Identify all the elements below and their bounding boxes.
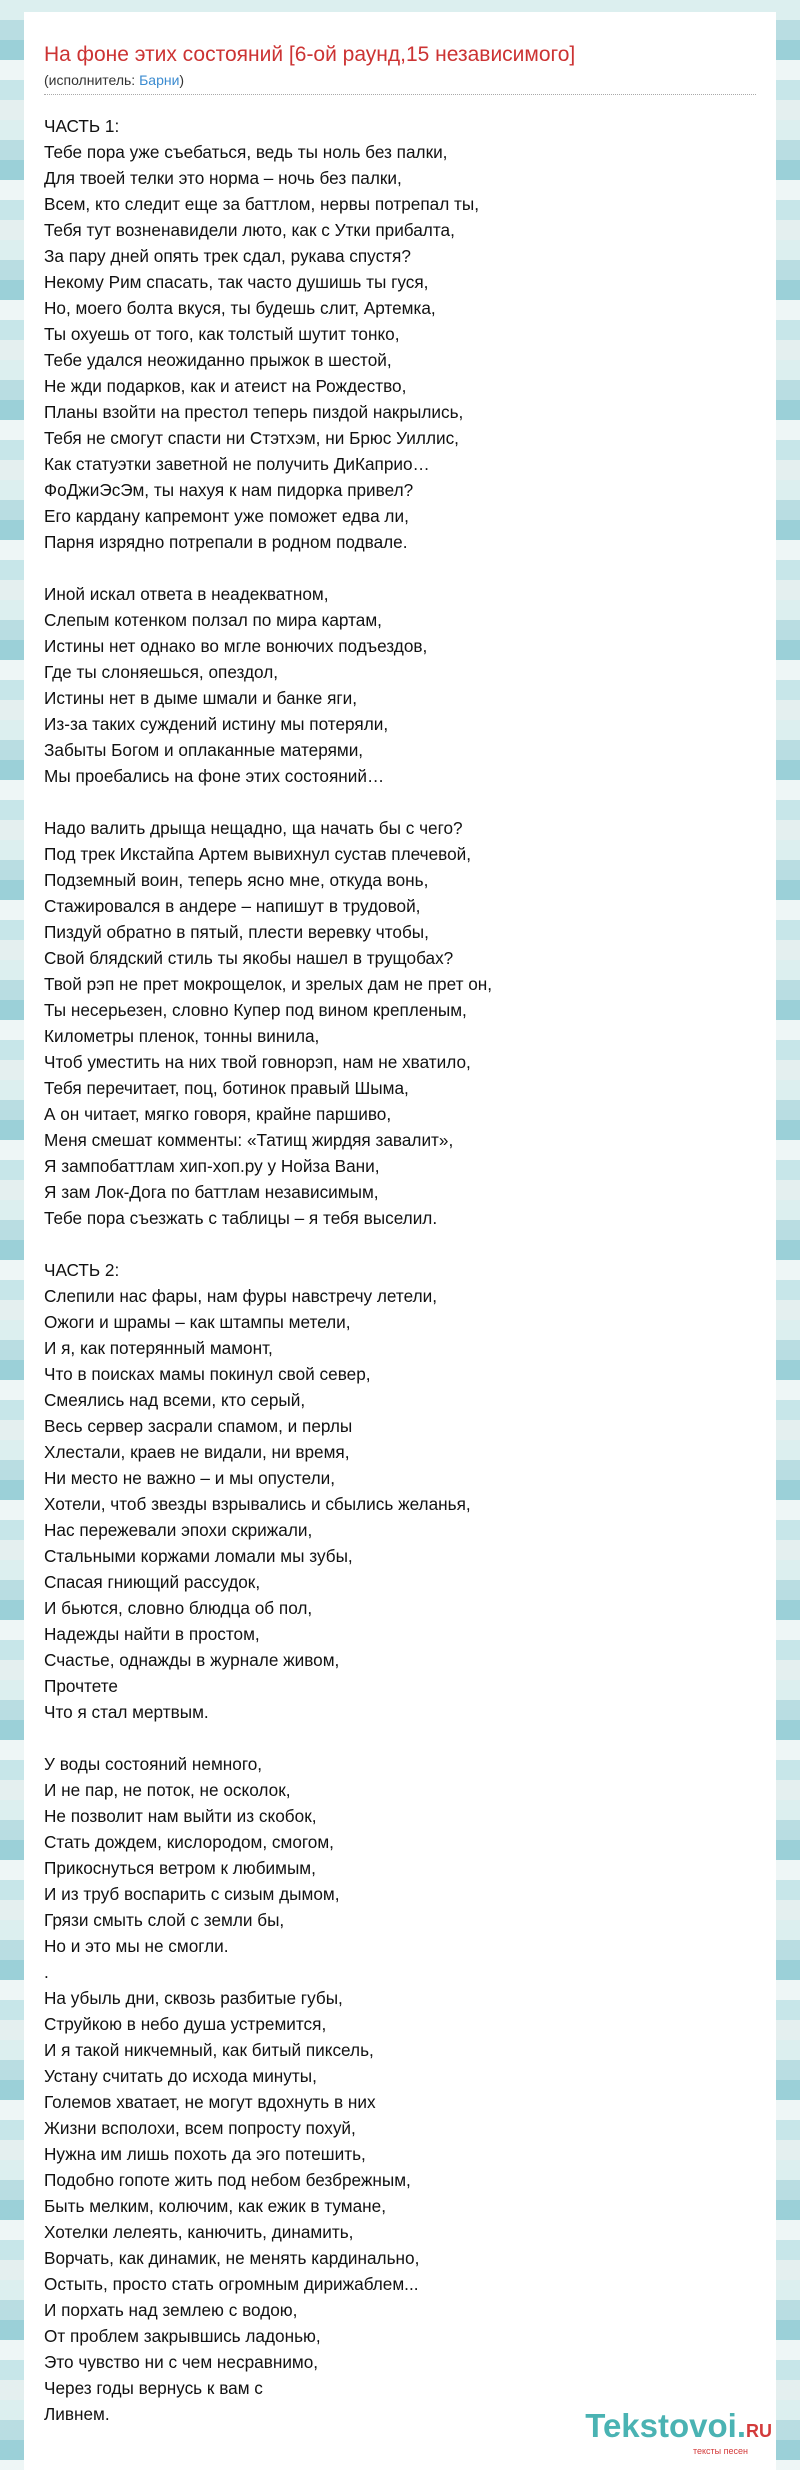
lyric-line: Хотелки лелеять, канючить, динамить,: [44, 2222, 354, 2242]
performer-prefix: (исполнитель:: [44, 72, 140, 88]
lyric-line: Планы взойти на престол теперь пиздой накрылись,: [44, 402, 464, 422]
lyric-line: Ворчать, как динамик, не менять кардинально,: [44, 2248, 420, 2268]
lyric-line: Через годы вернусь к вам с: [44, 2378, 263, 2398]
lyric-line: Меня смешат комменты: «Татищ жирдяя завалит»,: [44, 1130, 454, 1150]
lyric-line: Где ты слоняешься, опездол,: [44, 662, 279, 682]
lyric-line: ЧАСТЬ 1:: [44, 116, 120, 136]
lyric-line: Тебя перечитает, поц, ботинок правый Шыма,: [44, 1078, 409, 1098]
lyric-line: За пару дней опять трек сдал, рукава спустя?: [44, 246, 411, 266]
lyric-line: .: [44, 1962, 49, 1982]
logo-wordmark: [585, 2409, 772, 2448]
stanza-break: [44, 1725, 756, 1751]
lyric-line: Подземный воин, теперь ясно мне, откуда вонь,: [44, 870, 429, 890]
lyric-line: Подобно гопоте жить под небом безбрежным,: [44, 2170, 411, 2190]
lyric-line: Слепым котенком ползал по мира картам,: [44, 610, 382, 630]
lyric-line: Ты охуешь от того, как толстый шутит тонко,: [44, 324, 400, 344]
lyric-line: Парня изрядно потрепали в родном подвале.: [44, 532, 408, 552]
lyric-line: Некому Рим спасать, так часто душишь ты гуся,: [44, 272, 429, 292]
lyric-line: Твой рэп не прет мокрощелок, и зрелых дам не прет он,: [44, 974, 493, 994]
lyric-line: Что я стал мертвым.: [44, 1702, 209, 1722]
stanza-break: [44, 1231, 756, 1257]
lyric-line: Тебя не смогут спасти ни Стэтхэм, ни Брюс Уиллис,: [44, 428, 459, 448]
performer-line: [44, 72, 756, 95]
lyric-line: Забыты Богом и оплаканные матерями,: [44, 740, 364, 760]
lyric-line: Слепили нас фары, нам фуры навстречу летели,: [44, 1286, 437, 1306]
lyric-line: Чтоб уместить на них твой говнорэп, нам не хватило,: [44, 1052, 471, 1072]
lyric-line: У воды состояний немного,: [44, 1754, 263, 1774]
logo-ru: RU: [746, 2421, 772, 2441]
logo-main-text: Tekstovoi: [585, 2407, 737, 2444]
lyric-line: И из труб воспарить с сизым дымом,: [44, 1884, 340, 1904]
lyric-line: Километры пленок, тонны винила,: [44, 1026, 320, 1046]
lyric-line: Свой блядский стиль ты якобы нашел в трущобах?: [44, 948, 454, 968]
lyric-line: Иной искал ответа в неадекватном,: [44, 584, 329, 604]
lyric-line: Устану считать до исхода минуты,: [44, 2066, 317, 2086]
lyric-line: Спасая гниющий рассудок,: [44, 1572, 261, 1592]
lyric-line: Тебе пора уже съебаться, ведь ты ноль без палки,: [44, 142, 448, 162]
lyric-line: Это чувство ни с чем несравнимо,: [44, 2352, 319, 2372]
site-logo[interactable]: [585, 2409, 772, 2456]
lyric-line: ФоДжиЭсЭм, ты нахуя к нам пидорка привел?: [44, 480, 414, 500]
song-title: На фоне этих состояний [6-ой раунд,15 независимого]: [44, 43, 576, 66]
lyric-line: И я, как потерянный мамонт,: [44, 1338, 273, 1358]
performer-suffix: ): [179, 72, 185, 88]
lyric-line: Тебе удался неожиданно прыжок в шестой,: [44, 350, 392, 370]
lyric-line: Быть мелким, колючим, как ежик в тумане,: [44, 2196, 386, 2216]
lyric-line: Остыть, просто стать огромным дирижаблем...: [44, 2274, 419, 2294]
content-sheet: [24, 12, 776, 2470]
lyric-line: Стать дождем, кислородом, смогом,: [44, 1832, 334, 1852]
performer-link[interactable]: Барни: [139, 72, 180, 88]
logo-dot: .: [736, 2407, 746, 2444]
lyric-line: Тебя тут возненавидели люто, как с Утки прибалта,: [44, 220, 455, 240]
lyric-line: Из-за таких суждений истину мы потеряли,: [44, 714, 389, 734]
lyric-line: Я зам Лок-Дога по баттлам независимым,: [44, 1182, 379, 1202]
lyric-line: От проблем закрывшись ладонью,: [44, 2326, 321, 2346]
lyric-line: Надежды найти в простом,: [44, 1624, 260, 1644]
lyrics-text: [44, 113, 756, 2427]
lyric-line: Мы проебались на фоне этих состояний…: [44, 766, 385, 786]
lyric-line: А он читает, мягко говоря, крайне паршиво,: [44, 1104, 392, 1124]
lyric-line: Ни место не важно – и мы опустели,: [44, 1468, 336, 1488]
lyric-line: Тебе пора съезжать с таблицы – я тебя выселил.: [44, 1208, 438, 1228]
stanza-break: [44, 789, 756, 815]
lyric-line: ЧАСТЬ 2:: [44, 1260, 120, 1280]
lyric-line: Но, моего болта вкуся, ты будешь слит, Артемка,: [44, 298, 436, 318]
lyric-line: Для твоей телки это норма – ночь без палки,: [44, 168, 402, 188]
lyric-line: Под трек Икстайпа Артем вывихнул сустав плечевой,: [44, 844, 472, 864]
lyric-line: Не позволит нам выйти из скобок,: [44, 1806, 317, 1826]
lyric-line: Нас пережевали эпохи скрижали,: [44, 1520, 313, 1540]
lyric-line: Жизни всполохи, всем попросту похуй,: [44, 2118, 356, 2138]
lyric-line: Я зампобаттлам хип-хоп.ру у Нойза Вани,: [44, 1156, 380, 1176]
lyric-line: Стажировался в андере – напишут в трудовой,: [44, 896, 421, 916]
lyric-line: Истины нет однако во мгле вонючих подъездов,: [44, 636, 428, 656]
lyric-line: Големов хватает, не могут вдохнуть в них: [44, 2092, 376, 2112]
lyric-line: На убыль дни, сквозь разбитые губы,: [44, 1988, 343, 2008]
lyric-line: Смеялись над всеми, кто серый,: [44, 1390, 306, 1410]
lyric-line: Что в поисках мамы покинул свой север,: [44, 1364, 371, 1384]
lyric-line: И бьются, словно блюдца об пол,: [44, 1598, 313, 1618]
lyric-line: Его кардану капремонт уже поможет едва ли,: [44, 506, 409, 526]
lyric-line: Как статуэтки заветной не получить ДиКаприо…: [44, 454, 430, 474]
logo-tagline: тексты песен: [692, 2446, 748, 2456]
lyric-line: Ожоги и шрамы – как штампы метели,: [44, 1312, 351, 1332]
lyric-line: Пиздуй обратно в пятый, плести веревку чтобы,: [44, 922, 429, 942]
lyric-line: Счастье, однажды в журнале живом,: [44, 1650, 340, 1670]
lyric-line: И порхать над землею с водою,: [44, 2300, 298, 2320]
lyric-line: Хлестали, краев не видали, ни время,: [44, 1442, 350, 1462]
lyric-line: Стальными коржами ломали мы зубы,: [44, 1546, 353, 1566]
lyric-line: Грязи смыть слой с земли бы,: [44, 1910, 285, 1930]
lyric-line: Но и это мы не смогли.: [44, 1936, 229, 1956]
lyric-line: Прочтете: [44, 1676, 118, 1696]
lyric-line: И не пар, не поток, не осколок,: [44, 1780, 291, 1800]
lyric-line: Нужна им лишь похоть да эго потешить,: [44, 2144, 366, 2164]
lyric-line: Весь сервер засрали спамом, и перлы: [44, 1416, 353, 1436]
lyric-line: Струйкою в небо душа устремится,: [44, 2014, 327, 2034]
lyric-line: Ливнем.: [44, 2404, 110, 2424]
lyric-line: Всем, кто следит еще за баттлом, нервы потрепал ты,: [44, 194, 480, 214]
stanza-break: [44, 555, 756, 581]
lyric-line: Хотели, чтоб звезды взрывались и сбылись желанья,: [44, 1494, 471, 1514]
lyric-line: Надо валить дрыща нещадно, ща начать бы с чего?: [44, 818, 463, 838]
lyric-line: Не жди подарков, как и атеист на Рождество,: [44, 376, 407, 396]
lyric-line: Истины нет в дыме шмали и банке яги,: [44, 688, 358, 708]
lyric-line: Прикоснуться ветром к любимым,: [44, 1858, 316, 1878]
lyric-line: Ты несерьезен, словно Купер под вином крепленым,: [44, 1000, 467, 1020]
lyric-line: И я такой никчемный, как битый пиксель,: [44, 2040, 374, 2060]
